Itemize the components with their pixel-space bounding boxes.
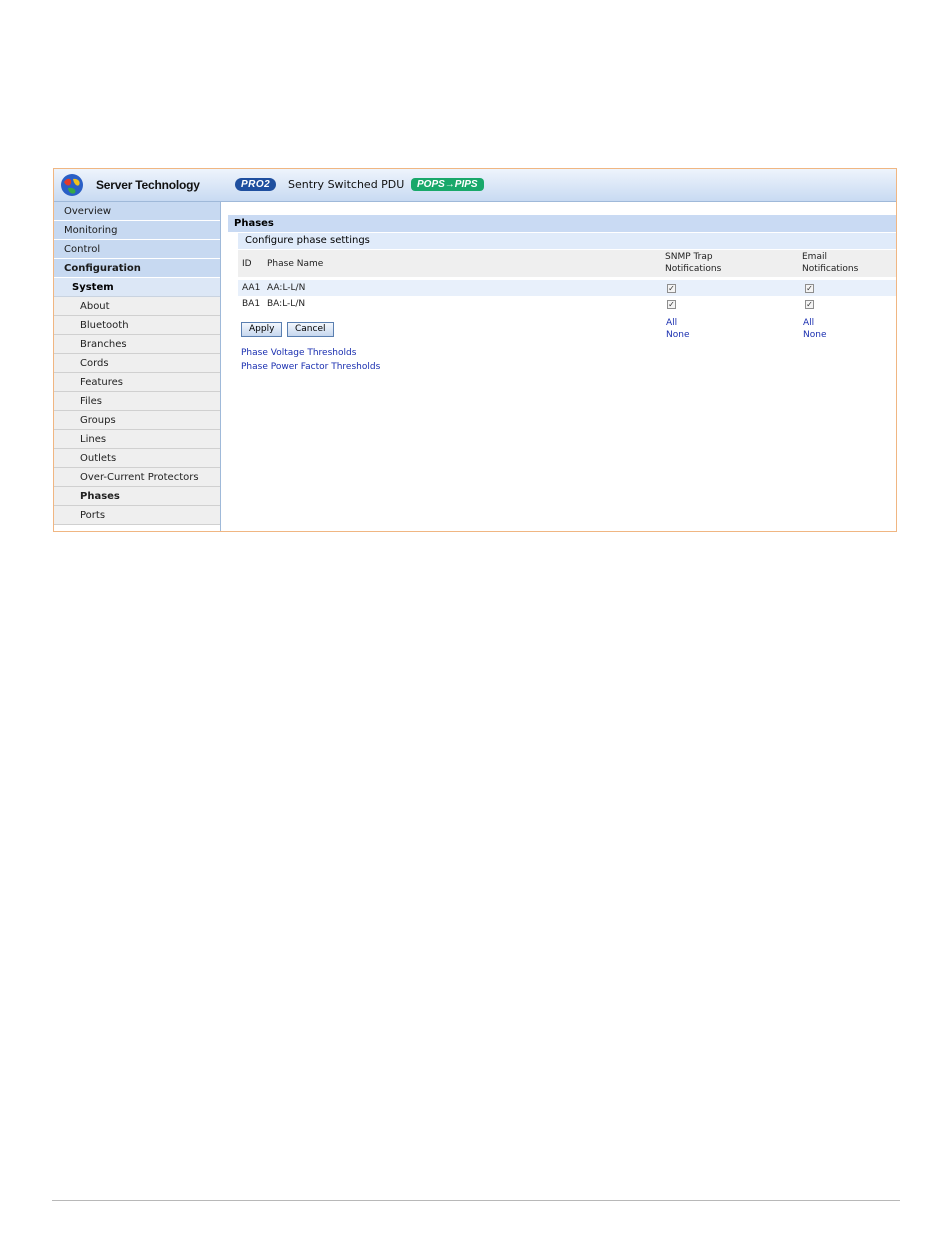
email-checkbox[interactable]: ✓ (806, 300, 813, 309)
pdu-web-window (53, 168, 897, 532)
nav-monitoring[interactable]: Monitoring (54, 221, 220, 240)
nav-cords[interactable]: Cords (54, 354, 220, 373)
email-checkbox[interactable]: ✓ (806, 284, 813, 293)
nav-bluetooth[interactable]: Bluetooth (54, 316, 220, 335)
nav-outlets[interactable]: Outlets (54, 449, 220, 468)
pro2-badge: PRO2 (235, 178, 276, 191)
product-name: Sentry Switched PDU (288, 178, 405, 191)
nav-configuration[interactable]: Configuration (54, 259, 220, 278)
pops-pips-badge: POPS→PIPS (411, 178, 484, 191)
nav-system[interactable]: System (54, 278, 220, 297)
col-email-line1: Email (802, 252, 827, 262)
brand-name: Server Technology (96, 178, 200, 192)
snmp-select-none-link[interactable]: None (666, 330, 690, 340)
snmp-checkbox[interactable]: ✓ (668, 284, 675, 293)
subsection-title: Configure phase settings (238, 233, 897, 249)
table-header (238, 250, 897, 277)
nav-about[interactable]: About (54, 297, 220, 316)
sidebar (54, 169, 221, 531)
footer-divider (52, 1200, 900, 1201)
email-select-all-link[interactable]: All (803, 318, 815, 328)
snmp-select-all-link[interactable]: All (666, 318, 678, 328)
snmp-checkbox[interactable]: ✓ (668, 300, 675, 309)
section-title: Phases (228, 215, 897, 232)
nav-phases[interactable]: Phases (54, 487, 220, 506)
phase-voltage-thresholds-link[interactable]: Phase Voltage Thresholds (241, 348, 357, 358)
nav-ports[interactable]: Ports (54, 506, 220, 525)
header-bar (220, 169, 897, 202)
col-snmp-line1: SNMP Trap (665, 252, 713, 262)
row-id: BA1 (242, 299, 261, 309)
brand-bar (54, 169, 220, 202)
nav-features[interactable]: Features (54, 373, 220, 392)
nav-files[interactable]: Files (54, 392, 220, 411)
globe-logo-icon (60, 173, 84, 197)
nav-over-current-protectors[interactable]: Over-Current Protectors (54, 468, 220, 487)
nav-overview[interactable]: Overview (54, 202, 220, 221)
nav-control[interactable]: Control (54, 240, 220, 259)
col-email-line2: Notifications (802, 264, 859, 274)
table-row (238, 296, 897, 312)
col-id: ID (242, 259, 252, 269)
nav-lines[interactable]: Lines (54, 430, 220, 449)
main-content (220, 202, 897, 531)
row-phase-name: BA:L-L/N (267, 299, 306, 309)
nav-groups[interactable]: Groups (54, 411, 220, 430)
table-row (238, 280, 897, 296)
email-select-none-link[interactable]: None (803, 330, 827, 340)
phase-power-factor-thresholds-link[interactable]: Phase Power Factor Thresholds (241, 362, 381, 372)
col-phase-name: Phase Name (267, 259, 324, 269)
cancel-button[interactable]: Cancel (287, 322, 334, 337)
col-snmp-line2: Notifications (665, 264, 722, 274)
row-id: AA1 (242, 283, 261, 293)
nav-branches[interactable]: Branches (54, 335, 220, 354)
row-phase-name: AA:L-L/N (267, 283, 306, 293)
apply-button[interactable]: Apply (241, 322, 282, 337)
